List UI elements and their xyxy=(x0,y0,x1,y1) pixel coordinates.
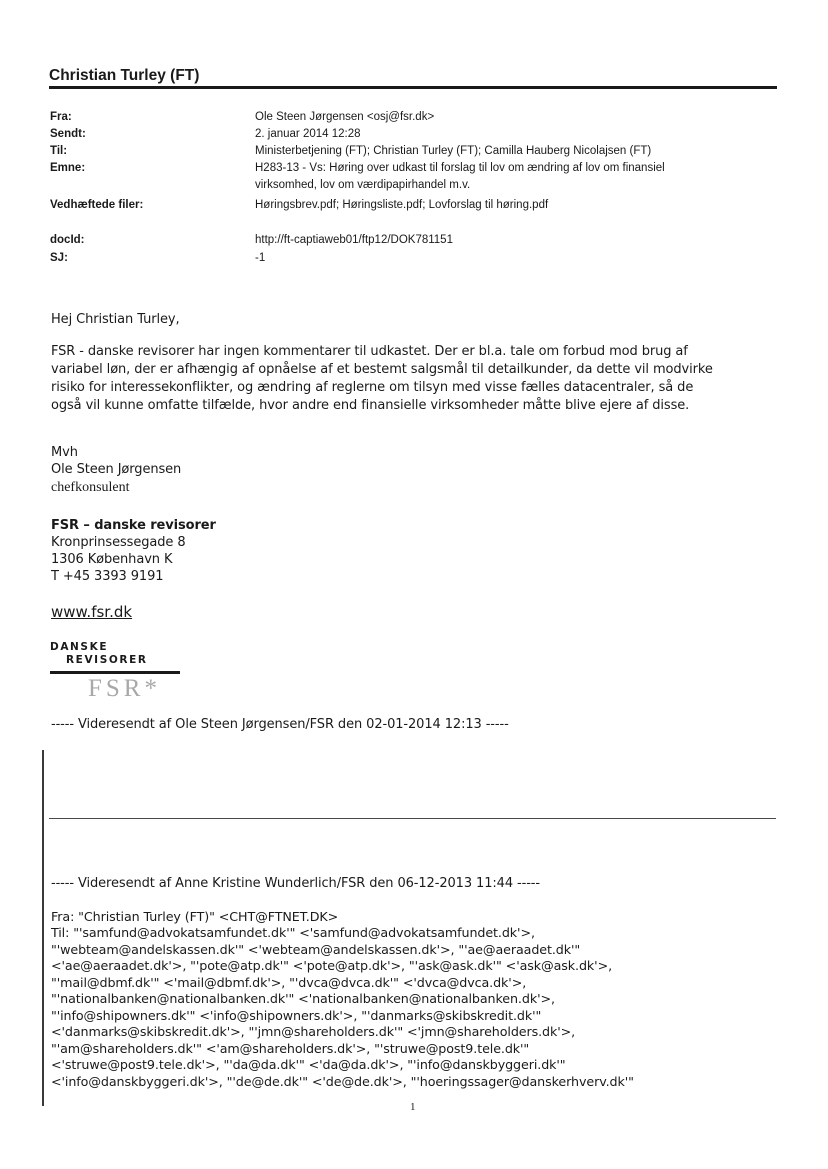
separator-line xyxy=(49,818,776,819)
original-line: <'struwe@post9.tele.dk'>, "'da@da.dk'" <'da@da.dk'>, "'info@danskbyggeri.dk'" xyxy=(51,1057,566,1072)
original-line: "'info@shipowners.dk'" <'info@shipowners.dk'>, "'danmarks@skibskredit.dk'" xyxy=(51,1008,542,1023)
to-value: Ministerbetjening (FT); Christian Turley (FT); Camilla Hauberg Nicolajsen (FT) xyxy=(255,145,652,157)
quote-bar xyxy=(42,750,44,1106)
original-line: Til: "'samfund@advokatsamfundet.dk'" <'samfund@advokatsamfundet.dk'>, xyxy=(51,925,535,940)
body-paragraph-line: risiko for interessekonflikter, og ændring af reglerne om tilsyn med visse fælles datacentraler, så de xyxy=(51,380,694,395)
from-label: Fra: xyxy=(50,111,72,123)
logo-text-top: DANSKE xyxy=(50,641,109,653)
original-line: "'nationalbanken@nationalbanken.dk'" <'nationalbanken@nationalbanken.dk'>, xyxy=(51,991,555,1006)
sender-name: Ole Steen Jørgensen xyxy=(51,462,182,477)
docid-label: docId: xyxy=(50,234,85,246)
logo-bar xyxy=(50,671,180,674)
original-line: Fra: "Christian Turley (FT)" <CHT@FTNET.DK> xyxy=(51,909,339,924)
sender-title: chefkonsulent xyxy=(51,480,130,495)
to-label: Til: xyxy=(50,145,68,157)
attachments-value: Høringsbrev.pdf; Høringsliste.pdf; Lovforslag til høring.pdf xyxy=(255,199,549,211)
sj-value: -1 xyxy=(255,252,266,264)
forward-marker-1: ----- Videresendt af Ole Steen Jørgensen/FSR den 02-01-2014 12:13 ----- xyxy=(51,717,509,732)
subject-line-2: virksomhed, lov om værdipapirhandel m.v. xyxy=(255,179,471,191)
signature-phone: T +45 3393 9191 xyxy=(51,569,164,584)
sent-value: 2. januar 2014 12:28 xyxy=(255,128,361,140)
original-line: "'am@shareholders.dk'" <'am@shareholders.dk'>, "'struwe@post9.tele.dk'" xyxy=(51,1041,530,1056)
logo-text-bottom: REVISORER xyxy=(66,654,148,666)
subject-line-1: H283-13 - Vs: Høring over udkast til forslag til lov om ændring af lov om finansiel xyxy=(255,162,665,174)
sj-label: SJ: xyxy=(50,252,68,264)
fsr-logo-mark: FSR* xyxy=(88,675,161,702)
signature-street: Kronprinsessegade 8 xyxy=(51,535,186,550)
original-line: <'ae@aeraadet.dk'>, "'pote@atp.dk'" <'pote@atp.dk'>, "'ask@ask.dk'" <'ask@ask.dk'>, xyxy=(51,958,613,973)
header-rule xyxy=(49,86,777,89)
body-paragraph-line: variabel løn, der er afhængig af opnåelse af et bestemt salgsmål til detailkunder, da dette vil modvirke xyxy=(51,362,713,377)
body-paragraph-line: FSR - danske revisorer har ingen kommentarer til udkastet. Der er bl.a. tale om forbud mod brug af xyxy=(51,344,688,359)
closing: Mvh xyxy=(51,445,78,460)
body-paragraph-line: også vil kunne omfatte tilfælde, hvor andre end finansielle virksomheder måtte blive ejere af disse. xyxy=(51,398,690,413)
subject-label: Emne: xyxy=(50,162,86,174)
original-line: <'info@danskbyggeri.dk'>, "'de@de.dk'" <'de@de.dk'>, "'hoeringssager@danskerhverv.dk'" xyxy=(51,1074,634,1089)
document-title: Christian Turley (FT) xyxy=(49,67,200,84)
from-value: Ole Steen Jørgensen <osj@fsr.dk> xyxy=(255,111,435,123)
original-line: "'mail@dbmf.dk'" <'mail@dbmf.dk'>, "'dvca@dvca.dk'" <'dvca@dvca.dk'>, xyxy=(51,975,527,990)
forward-marker-2: ----- Videresendt af Anne Kristine Wunderlich/FSR den 06-12-2013 11:44 ----- xyxy=(51,876,540,891)
attachments-label: Vedhæftede filer: xyxy=(50,199,144,211)
sent-label: Sendt: xyxy=(50,128,86,140)
greeting: Hej Christian Turley, xyxy=(51,312,180,327)
signature-city: 1306 København K xyxy=(51,552,173,567)
original-line: "'webteam@andelskassen.dk'" <'webteam@andelskassen.dk'>, "'ae@aeraadet.dk'" xyxy=(51,942,581,957)
signature-org: FSR – danske revisorer xyxy=(51,518,216,533)
docid-value: http://ft-captiaweb01/ftp12/DOK781151 xyxy=(255,234,453,246)
original-line: <'danmarks@skibskredit.dk'>, "'jmn@shareholders.dk'" <'jmn@shareholders.dk'>, xyxy=(51,1024,576,1039)
page-number: 1 xyxy=(410,1101,416,1113)
website-link[interactable]: www.fsr.dk xyxy=(51,603,133,621)
